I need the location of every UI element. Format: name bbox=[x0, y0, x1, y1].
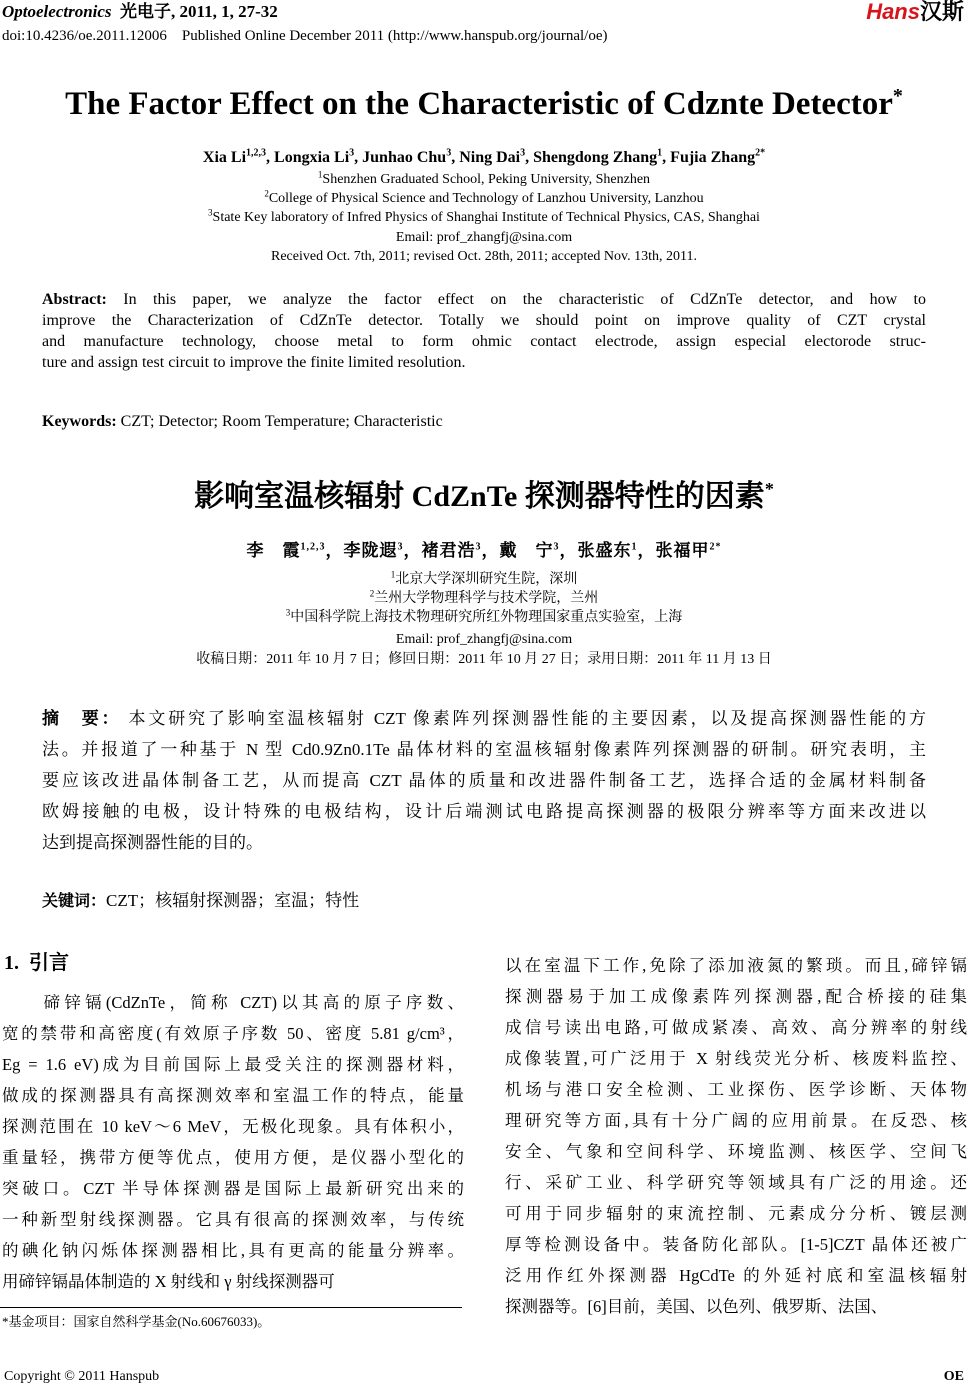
author: Fujia Zhang bbox=[670, 149, 756, 166]
affiliation: $^2$College of Physical Science and Technology of Lanzhou University, Lanzhou bbox=[264, 188, 704, 206]
doi-line: doi:10.4236/oe.2011.12006 Published Online December 2011 (http://www.hanspub.org/journal/oe) bbox=[2, 28, 608, 44]
text-line: 做成的探测器具有高探测效率和室温工作的特点，能量 bbox=[2, 1086, 464, 1105]
text-line: 重量轻，携带方便等优点，使用方便，是仪器小型化的 bbox=[2, 1148, 464, 1167]
text-line: 摘 要： 本文研究了影响室温核辐射 CZT 像素阵列探测器性能的主要因素，以及提高探测器性能的方 bbox=[42, 709, 926, 728]
text-line: 安全、气象和空间科学、环境监测、核医学、空间飞 bbox=[505, 1142, 967, 1161]
text-line: 理研究等方面,具有十分广阔的应用前景。在反恐、核 bbox=[505, 1111, 967, 1130]
body-right-column bbox=[505, 950, 967, 1322]
text-line: improve the Characterization of CdZnTe detector. Totally we should point on improve quality of CZT crystal bbox=[42, 312, 926, 329]
author: Shengdong Zhang bbox=[533, 149, 658, 166]
affiliation: $^3$State Key laboratory of Infred Physics of Shanghai Institute of Technical Physics, CAS, Shanghai bbox=[208, 207, 760, 225]
text-line: 成信号读出电路,可做成紧凑、高效、高分辨率的射线 bbox=[505, 1018, 967, 1037]
text-line: 泛用作红外探测器 HgCdTe 的外延衬底和室温核辐射 bbox=[505, 1266, 967, 1285]
text-line: 成像装置,可广泛用于 X 射线荧光分析、核废料监控、 bbox=[505, 1049, 967, 1068]
chinese-abstract bbox=[42, 703, 926, 858]
author: 戴 宁 bbox=[499, 541, 554, 560]
text-line: 可用于同步辐射的束流控制、元素成分分析、镀层测 bbox=[505, 1204, 967, 1223]
author: 张福甲 bbox=[655, 541, 710, 560]
chinese-author-list: 李 霞$^{1,2,3}$，李陇遐$^3$，褚君浩$^3$，戴 宁$^3$，张盛东$^1$，张福甲$^{2*}$ bbox=[246, 541, 722, 560]
email: Email: prof_zhangfj@sina.com bbox=[395, 230, 573, 245]
affiliation: $^2$兰州大学物理科学与技术学院，兰州 bbox=[369, 588, 599, 606]
chinese-title: 影响室温核辐射 CdZnTe 探测器特性的因素* bbox=[194, 479, 774, 513]
journal-name: Optoelectronics bbox=[2, 2, 112, 21]
text-line: 机场与港口安全检测、工业探伤、医学诊断、天体物 bbox=[505, 1080, 967, 1099]
affiliation: $^3$中国科学院上海技术物理研究所红外物理国家重点实验室，上海 bbox=[285, 607, 683, 625]
chinese-email: Email: prof_zhangfj@sina.com bbox=[395, 632, 573, 647]
keywords: Keywords: CZT; Detector; Room Temperature; Characteristic bbox=[42, 413, 443, 430]
footnote-divider bbox=[0, 1307, 462, 1308]
chinese-affiliations bbox=[0, 570, 968, 627]
paper-title: The Factor Effect on the Characteristic of Cdznte Detector* bbox=[65, 85, 903, 122]
text-line: 探测器易于加工成像素阵列探测器,配合桥接的硅集 bbox=[505, 987, 967, 1006]
text-line: 一种新型射线探测器。它具有很高的探测效率，与传统 bbox=[2, 1210, 464, 1229]
text-line: 用碲锌镉晶体制造的 X 射线和 γ 射线探测器可 bbox=[2, 1272, 335, 1291]
text-line: 行、采矿工业、科学研究等领域具有广泛的用途。还 bbox=[505, 1173, 967, 1192]
author: 张盛东 bbox=[577, 541, 632, 560]
text-line: 宽的禁带和高密度(有效原子序数 50、密度 5.81 g/cm³， bbox=[2, 1024, 464, 1043]
author-list: Xia Li$^{1,2,3}$, Longxia Li$^3$, Junhao Chu$^3$, Ning Dai$^3$, Shengdong Zhang$^1$, Fujia Zhang$^{2*}$ bbox=[202, 147, 766, 166]
affiliation: $^1$Shenzhen Graduated School, Peking University, Shenzhen bbox=[317, 169, 651, 187]
text-line: 的碘化钠闪烁体探测器相比,具有更高的能量分辨率。 bbox=[2, 1241, 464, 1260]
section-heading: 1. 引言 bbox=[4, 952, 69, 974]
text-line: Eg = 1.6 eV)成为目前国际上最受关注的探测器材料， bbox=[2, 1055, 464, 1074]
text-line: Abstract: In this paper, we analyze the factor effect on the characteristic of CdZnTe detector, and how to bbox=[42, 291, 926, 308]
chinese-keywords: 关键词：CZT；核辐射探测器；室温；特性 bbox=[42, 891, 360, 910]
footnote: *基金项目：国家自然科学基金(No.60676033)。 bbox=[2, 1314, 271, 1329]
hans-logo: Hans汉斯 bbox=[866, 0, 964, 24]
text-line: and manufacture technology, choose metal to form ohmic contact electrode, assign especial electorode struc- bbox=[42, 333, 926, 350]
text-line: 欧姆接触的电极，设计特殊的电极结构，设计后端测试电路提高探测器的极限分辨率等方面来改进以 bbox=[42, 802, 926, 821]
text-line: 探测器等。[6]目前，美国、以色列、俄罗斯、法国、 bbox=[505, 1297, 888, 1316]
author: 李 霞 bbox=[246, 541, 301, 560]
body-left-column bbox=[2, 987, 464, 1297]
affiliations bbox=[0, 170, 968, 227]
author: Xia Li bbox=[202, 149, 247, 166]
text-line: 突破口。CZT 半导体探测器是国际上最新研究出来的 bbox=[2, 1179, 464, 1198]
abstract bbox=[42, 289, 926, 373]
author: Ning Dai bbox=[459, 149, 521, 166]
text-line: ture and assign test circuit to improve the finite limited resolution. bbox=[42, 354, 466, 371]
author: Junhao Chu bbox=[362, 149, 447, 166]
author: 褚君浩 bbox=[421, 541, 476, 560]
copyright: Copyright © 2011 Hanspub bbox=[4, 1369, 160, 1384]
text-line: 碲锌镉(CdZnTe，简称 CZT)以其高的原子序数、 bbox=[2, 993, 464, 1012]
received-dates: Received Oct. 7th, 2011; revised Oct. 28th, 2011; accepted Nov. 13th, 2011. bbox=[271, 249, 697, 264]
chinese-received-dates: 收稿日期：2011 年 10 月 7 日；修回日期：2011 年 10 月 27 日；录用日期：2011 年 11 月 13 日 bbox=[196, 652, 772, 667]
journal-abbr: OE bbox=[943, 1369, 964, 1384]
text-line: 探测范围在 10 keV～6 MeV，无极化现象。具有体积小， bbox=[2, 1117, 464, 1136]
journal-header bbox=[2, 2, 278, 22]
text-line: 以在室温下工作,免除了添加液氮的繁琐。而且,碲锌镉 bbox=[505, 956, 967, 975]
text-line: 厚等检测设备中。装备防化部队。[1-5]CZT 晶体还被广 bbox=[505, 1235, 967, 1254]
author: Longxia Li bbox=[274, 149, 350, 166]
affiliation: $^1$北京大学深圳研究生院，深圳 bbox=[390, 569, 578, 587]
journal-issue: 光电子, 2011, 1, 27-32 bbox=[120, 2, 278, 21]
author: 李陇遐 bbox=[343, 541, 398, 560]
text-line: 要应该改进晶体制备工艺，从而提高 CZT 晶体的质量和改进器件制备工艺，选择合适的金属材料制备 bbox=[42, 771, 926, 790]
text-line: 达到提高探测器性能的目的。 bbox=[42, 833, 263, 852]
text-line: 法。并报道了一种基于 N 型 Cd0.9Zn0.1Te 晶体材料的室温核辐射像素阵列探测器的研制。研究表明，主 bbox=[42, 740, 926, 759]
